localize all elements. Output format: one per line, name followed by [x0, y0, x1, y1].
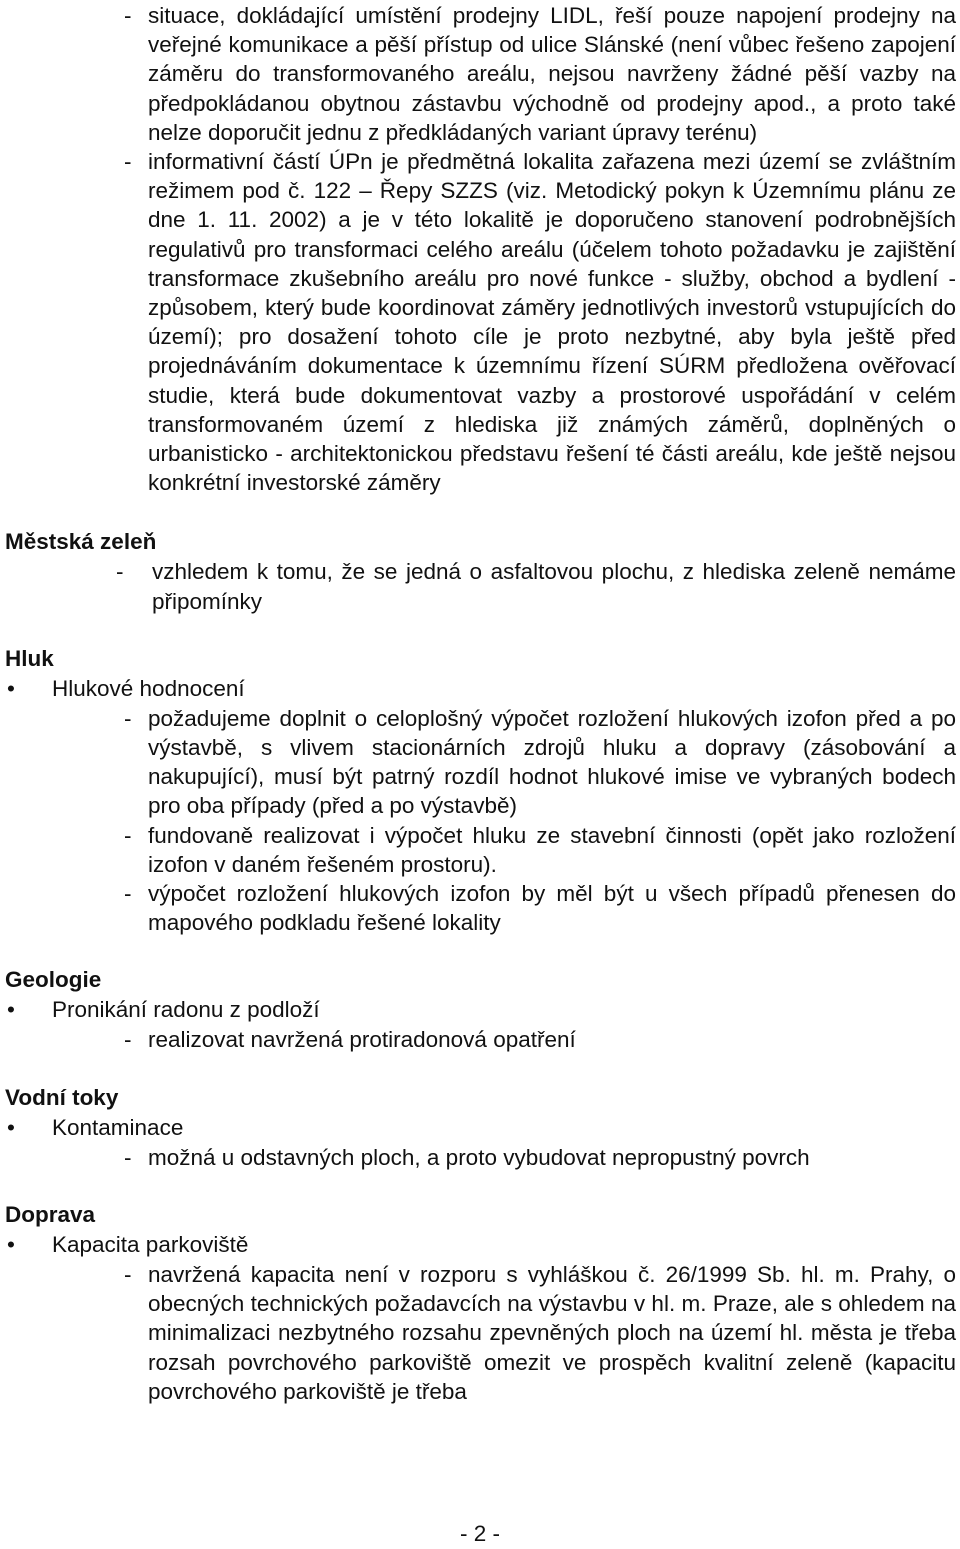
list-item	[124, 1025, 956, 1054]
item-text: možná u odstavných ploch, a proto vybudovat nepropustný povrch	[148, 1144, 810, 1170]
section-heading: Hluk	[5, 645, 54, 671]
dash-marker: -	[116, 559, 124, 585]
bullet-text: Kapacita parkoviště	[52, 1231, 249, 1257]
bullet-item	[7, 674, 960, 704]
dash-marker: -	[124, 822, 132, 848]
item-text: vzhledem k tomu, že se jedná o asfaltovou plochu, z hlediska zeleně nemáme připomínky	[152, 559, 956, 614]
item-text: požadujeme doplnit o celoplošný výpočet rozložení hlukových izofon před a po výstavbě, s vlivem stacionárních zdrojů hluku a dopravy (zásobování a nakupující), musí být patrný rozdíl hodnot hlukové imise ve vybraných bodech pro oba případy (před a po výstavbě)	[148, 705, 956, 819]
dash-marker: -	[124, 881, 132, 907]
item-text: realizovat navržená protiradonová opatření	[148, 1027, 576, 1053]
dash-marker: -	[124, 1261, 132, 1287]
bullet-marker: •	[7, 1231, 15, 1257]
section-heading: Vodní toky	[5, 1084, 119, 1110]
list-item	[116, 557, 956, 615]
page-number: - 2 -	[459, 1521, 500, 1546]
bullet-item	[7, 1230, 960, 1260]
item-text: navržená kapacita není v rozporu s vyhláškou č. 26/1999 Sb. hl. m. Prahy, o obecných technických požadavcích na výstavbu v hl. m. Praze, ale s ohledem na minimalizaci nezbytného rozsahu zpevněných ploch na území hl. města je třeba rozsah povrchového parkoviště omezit ve prospěch kvalitní zeleně (kapacitu povrchového parkoviště je třeba	[148, 1261, 956, 1404]
item-text: výpočet rozložení hlukových izofon by měl být u všech případů přenesen do mapového podkladu řešené lokality	[148, 881, 956, 936]
bullet-marker: •	[7, 675, 15, 701]
section-heading: Geologie	[5, 967, 102, 993]
section-doprava	[0, 1200, 960, 1406]
section-heading: Městská zeleň	[5, 529, 157, 555]
dash-marker: -	[124, 1027, 132, 1053]
section-mestska-zelen	[0, 527, 960, 615]
section-vodni-toky	[0, 1083, 960, 1172]
list-item	[124, 1143, 956, 1172]
bullet-text: Kontaminace	[52, 1114, 184, 1140]
bullet-item	[7, 995, 960, 1025]
section-intro	[0, 0, 960, 497]
dash-marker: -	[124, 705, 132, 731]
section-hluk	[0, 644, 960, 938]
item-text: fundovaně realizovat i výpočet hluku ze stavební činnosti (opět jako rozložení izofon v daném řešeném prostoru).	[148, 822, 956, 877]
section-geologie	[0, 965, 960, 1054]
list-item	[124, 821, 956, 879]
dash-marker: -	[124, 3, 132, 28]
list-item	[124, 879, 956, 937]
bullet-marker: •	[7, 997, 15, 1023]
list-item	[124, 1, 956, 147]
bullet-item	[7, 1113, 960, 1143]
dash-marker: -	[124, 149, 132, 175]
bullet-text: Pronikání radonu z podloží	[52, 997, 320, 1023]
item-text: situace, dokládající umístění prodejny LIDL, řeší pouze napojení prodejny na veřejné komunikace a pěší přístup od ulice Slánské (není vůbec řešeno zapojení záměru do transformovaného areálu, nejsou navrženy žádné pěší vazby na předpokládanou obytnou zástavbu východně od prodejny apod., a proto také nelze doporučit jednu z předkládaných variant úpravy terénu)	[148, 3, 956, 145]
item-text: informativní částí ÚPn je předmětná lokalita zařazena mezi území se zvláštním režimem pod č. 122 – Řepy SZZS (viz. Metodický pokyn k Územnímu plánu ze dne 1. 11. 2002) a je v této lokalitě je doporučeno stanovení podrobnějších regulativů pro transformaci celého areálu (účelem tohoto požadavku je zajištění transformace zkušebního areálu pro nové funkce - služby, obchod a bydlení - způsobem, který bude koordinovat záměry jednotlivých investorů vstupujících do území); pro dosažení tohoto cíle je proto nezbytné, aby byla ještě před projednáváním dokumentace k územnímu řízení SÚRM předložena ověřovací studie, která bude dokumentovat vazby a prostorové uspořádání v celém transformovaném území z hlediska již známých záměrů, doplněných o urbanisticko - architektonickou představu řešení té části areálu, kde ještě nejsou konkrétní investorské záměry	[148, 149, 956, 496]
dash-marker: -	[124, 1144, 132, 1170]
list-item	[124, 704, 956, 821]
bullet-marker: •	[7, 1114, 15, 1140]
list-item	[124, 147, 956, 497]
bullet-text: Hlukové hodnocení	[52, 675, 245, 701]
list-item	[124, 1260, 956, 1406]
section-heading: Doprava	[5, 1201, 96, 1227]
